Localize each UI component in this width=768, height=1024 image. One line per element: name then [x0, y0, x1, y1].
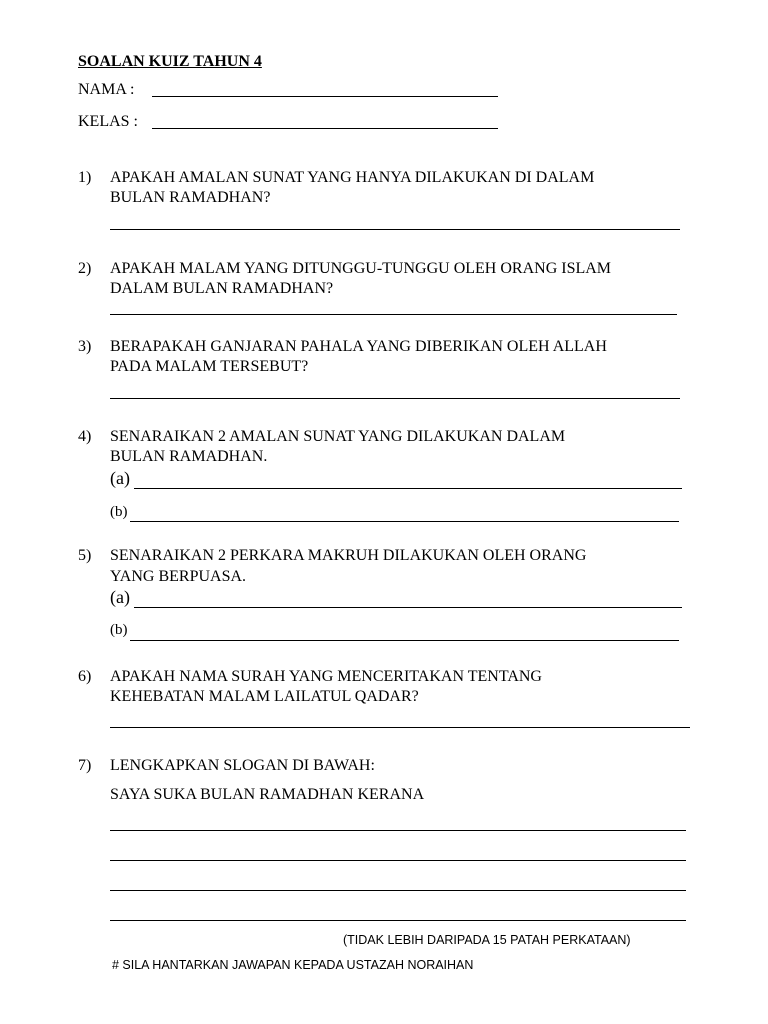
question-2-line-1: APAKAH MALAM YANG DITUNGGU-TUNGGU OLEH ORANG ISLAM: [110, 260, 612, 277]
question-5-line-2: YANG BERPUASA.: [110, 568, 247, 585]
question-5-label-a: (a): [110, 587, 130, 607]
question-4-answer-a[interactable]: [134, 488, 682, 489]
question-5-number: 5): [78, 547, 92, 564]
question-1-line-1: APAKAH AMALAN SUNAT YANG HANYA DILAKUKAN DI DALAM: [110, 169, 595, 186]
question-1-number: 1): [78, 169, 92, 186]
question-2-number: 2): [78, 260, 92, 277]
question-7-answer-line-1[interactable]: [110, 830, 686, 831]
question-3-answer-line[interactable]: [110, 398, 680, 399]
question-1-answer-line[interactable]: [110, 229, 680, 230]
nama-field[interactable]: [152, 96, 498, 97]
question-5-answer-a[interactable]: [134, 607, 682, 608]
question-7-number: 7): [78, 757, 92, 774]
question-4-answer-b[interactable]: [130, 521, 679, 522]
question-4-label-a: (a): [110, 468, 130, 488]
question-6-number: 6): [78, 668, 92, 685]
question-6-answer-line[interactable]: [110, 727, 690, 728]
question-5-label-b: (b): [110, 622, 128, 638]
question-2-answer-line[interactable]: [110, 314, 677, 315]
question-2-line-2: DALAM BULAN RAMADHAN?: [110, 280, 334, 297]
question-7-answer-line-2[interactable]: [110, 860, 686, 861]
question-5-line-1: SENARAIKAN 2 PERKARA MAKRUH DILAKUKAN OLEH ORANG: [110, 547, 587, 564]
question-6-line-1: APAKAH NAMA SURAH YANG MENCERITAKAN TENTANG: [110, 668, 542, 685]
question-7-slogan: SAYA SUKA BULAN RAMADHAN KERANA: [110, 786, 425, 803]
question-4-line-2: BULAN RAMADHAN.: [110, 448, 268, 465]
submission-instruction: # SILA HANTARKAN JAWAPAN KEPADA USTAZAH NORAIHAN: [112, 958, 474, 972]
question-7-answer-line-3[interactable]: [110, 890, 686, 891]
question-6-line-2: KEHEBATAN MALAM LAILATUL QADAR?: [110, 688, 419, 705]
kelas-field[interactable]: [152, 128, 498, 129]
nama-label: NAMA :: [78, 81, 135, 98]
kelas-label: KELAS :: [78, 113, 138, 130]
question-1-line-2: BULAN RAMADHAN?: [110, 189, 271, 206]
question-7-answer-line-4[interactable]: [110, 920, 686, 921]
word-limit-note: (TIDAK LEBIH DARIPADA 15 PATAH PERKATAAN): [343, 933, 631, 947]
page-title: SOALAN KUIZ TAHUN 4: [78, 53, 262, 70]
question-4-line-1: SENARAIKAN 2 AMALAN SUNAT YANG DILAKUKAN DALAM: [110, 428, 566, 445]
question-5-answer-b[interactable]: [130, 640, 679, 641]
question-3-line-2: PADA MALAM TERSEBUT?: [110, 358, 309, 375]
question-7-line-1: LENGKAPKAN SLOGAN DI BAWAH:: [110, 757, 375, 774]
question-4-number: 4): [78, 428, 92, 445]
question-3-line-1: BERAPAKAH GANJARAN PAHALA YANG DIBERIKAN OLEH ALLAH: [110, 338, 607, 355]
question-4-label-b: (b): [110, 504, 128, 520]
question-3-number: 3): [78, 338, 92, 355]
